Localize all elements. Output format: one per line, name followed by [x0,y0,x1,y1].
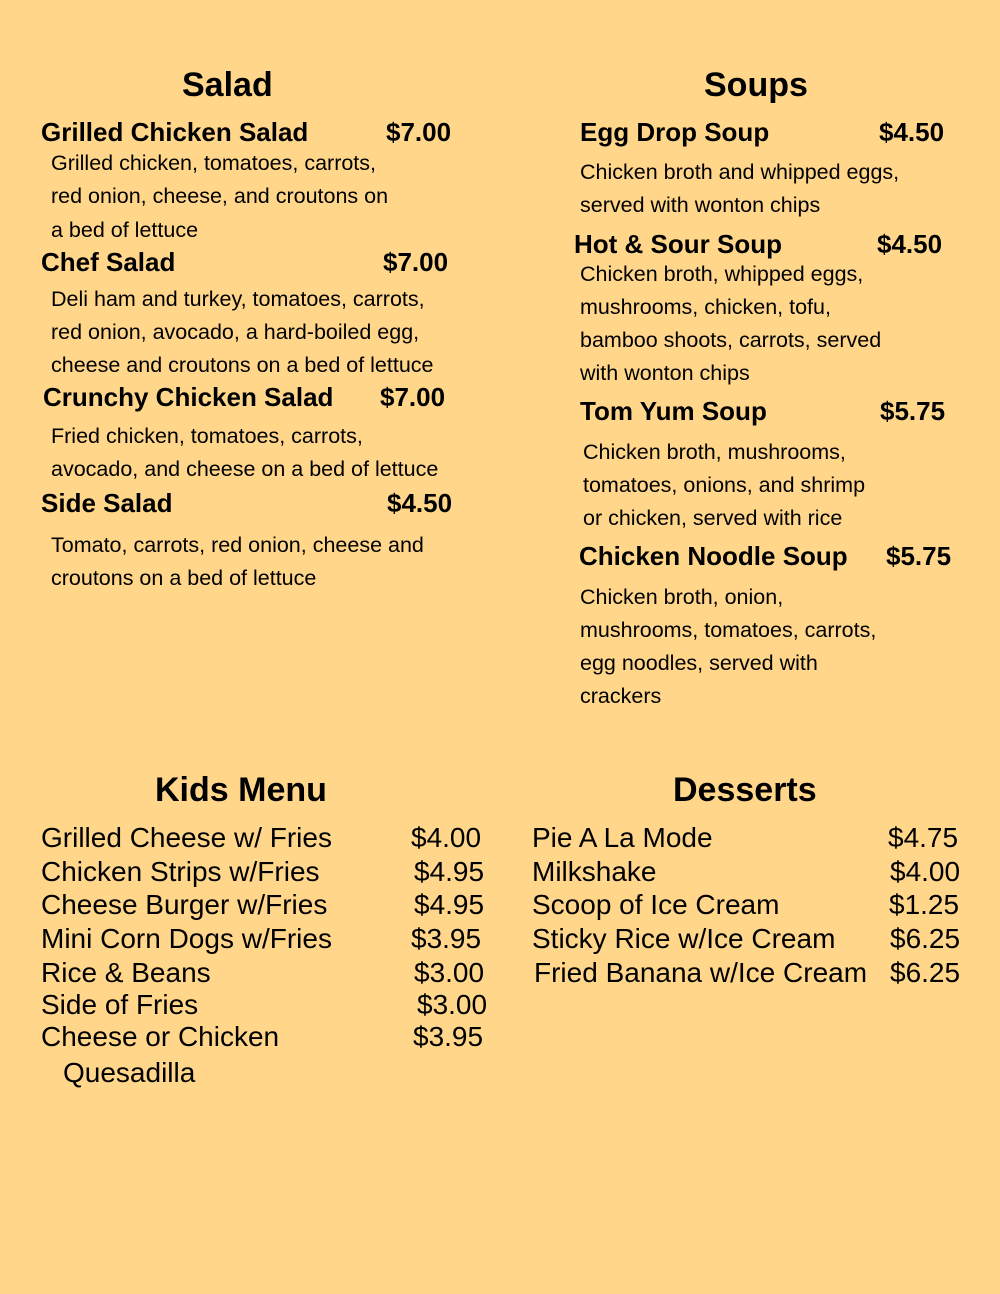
menu-item-price: $4.95 [414,856,485,887]
menu-item-name: Crunchy Chicken Salad [43,382,334,412]
menu-item-description: red onion, cheese, and croutons on [51,184,389,208]
menu-item-name: Cheese or Chicken [41,1021,280,1052]
menu-item-description: Tomato, carrots, red onion, cheese and [51,533,424,557]
menu-item-name: Egg Drop Soup [580,117,770,147]
menu-item-name: Chef Salad [41,247,176,277]
menu-item-description: cheese and croutons on a bed of lettuce [51,353,434,377]
menu-item-price: $7.00 [383,247,449,277]
soups-heading: Soups [704,66,808,104]
menu-item-description: Chicken broth, mushrooms, [583,440,846,464]
menu-item-name: Scoop of Ice Cream [532,889,780,920]
menu-item-price: $5.75 [880,396,946,426]
menu-item-description: Fried chicken, tomatoes, carrots, [51,424,363,448]
menu-item-name-continued: Quesadilla [63,1057,196,1088]
menu-item-description: mushrooms, tomatoes, carrots, [580,618,877,642]
menu-item-description: croutons on a bed of lettuce [51,566,317,590]
menu-item-description: Chicken broth, whipped eggs, [580,262,864,286]
menu-item-name: Sticky Rice w/Ice Cream [532,923,836,954]
menu-item-name: Tom Yum Soup [580,396,767,426]
menu-item-price: $6.25 [890,957,961,988]
menu-item-description: red onion, avocado, a hard-boiled egg, [51,320,420,344]
menu-item-description: Deli ham and turkey, tomatoes, carrots, [51,287,425,311]
menu-item-name: Hot & Sour Soup [574,229,782,259]
menu-item-price: $6.25 [890,923,961,954]
menu-item-name: Fried Banana w/Ice Cream [534,957,868,988]
menu-item-name: Chicken Noodle Soup [579,541,848,571]
menu-item-price: $3.00 [414,957,485,988]
menu-item-description: Chicken broth and whipped eggs, [580,160,900,184]
menu-item-name: Rice & Beans [41,957,211,988]
menu-item-name: Pie A La Mode [532,822,713,853]
menu-item-name: Chicken Strips w/Fries [41,856,320,887]
menu-item-name: Mini Corn Dogs w/Fries [41,923,332,954]
menu-item-price: $4.50 [879,117,945,147]
menu-item-name: Side of Fries [41,989,199,1020]
menu-item-price: $4.00 [411,822,482,853]
menu-item-description: avocado, and cheese on a bed of lettuce [51,457,439,481]
menu-item-name: Milkshake [532,856,657,887]
menu-item-price: $4.50 [877,229,943,259]
menu-item-description: served with wonton chips [580,193,821,217]
menu-item-price: $4.50 [387,488,453,518]
menu-item-price: $3.95 [413,1021,484,1052]
menu-item-description: crackers [580,684,662,708]
menu-item-price: $7.00 [380,382,446,412]
menu-item-description: tomatoes, onions, and shrimp [583,473,866,497]
menu-item-description: Chicken broth, onion, [580,585,784,609]
menu-item-name: Cheese Burger w/Fries [41,889,328,920]
menu-item-price: $7.00 [386,117,452,147]
menu-item-description: or chicken, served with rice [583,506,843,530]
menu-item-name: Side Salad [41,488,173,518]
menu-item-description: a bed of lettuce [51,218,199,242]
salad-heading: Salad [182,66,273,104]
menu-item-description: with wonton chips [580,361,750,385]
menu-item-price: $4.75 [888,822,959,853]
menu-item-price: $4.00 [890,856,961,887]
desserts-heading: Desserts [673,771,817,809]
menu-item-price: $3.95 [411,923,482,954]
menu-item-price: $1.25 [889,889,960,920]
menu-item-price: $5.75 [886,541,952,571]
menu-item-description: mushrooms, chicken, tofu, [580,295,831,319]
menu-item-price: $3.00 [417,989,488,1020]
menu-item-description: bamboo shoots, carrots, served [580,328,882,352]
menu-item-description: Grilled chicken, tomatoes, carrots, [51,151,377,175]
menu-item-description: egg noodles, served with [580,651,818,675]
menu-item-name: Grilled Chicken Salad [41,117,309,147]
menu-item-price: $4.95 [414,889,485,920]
menu-item-name: Grilled Cheese w/ Fries [41,822,332,853]
kids-menu-heading: Kids Menu [155,771,327,809]
